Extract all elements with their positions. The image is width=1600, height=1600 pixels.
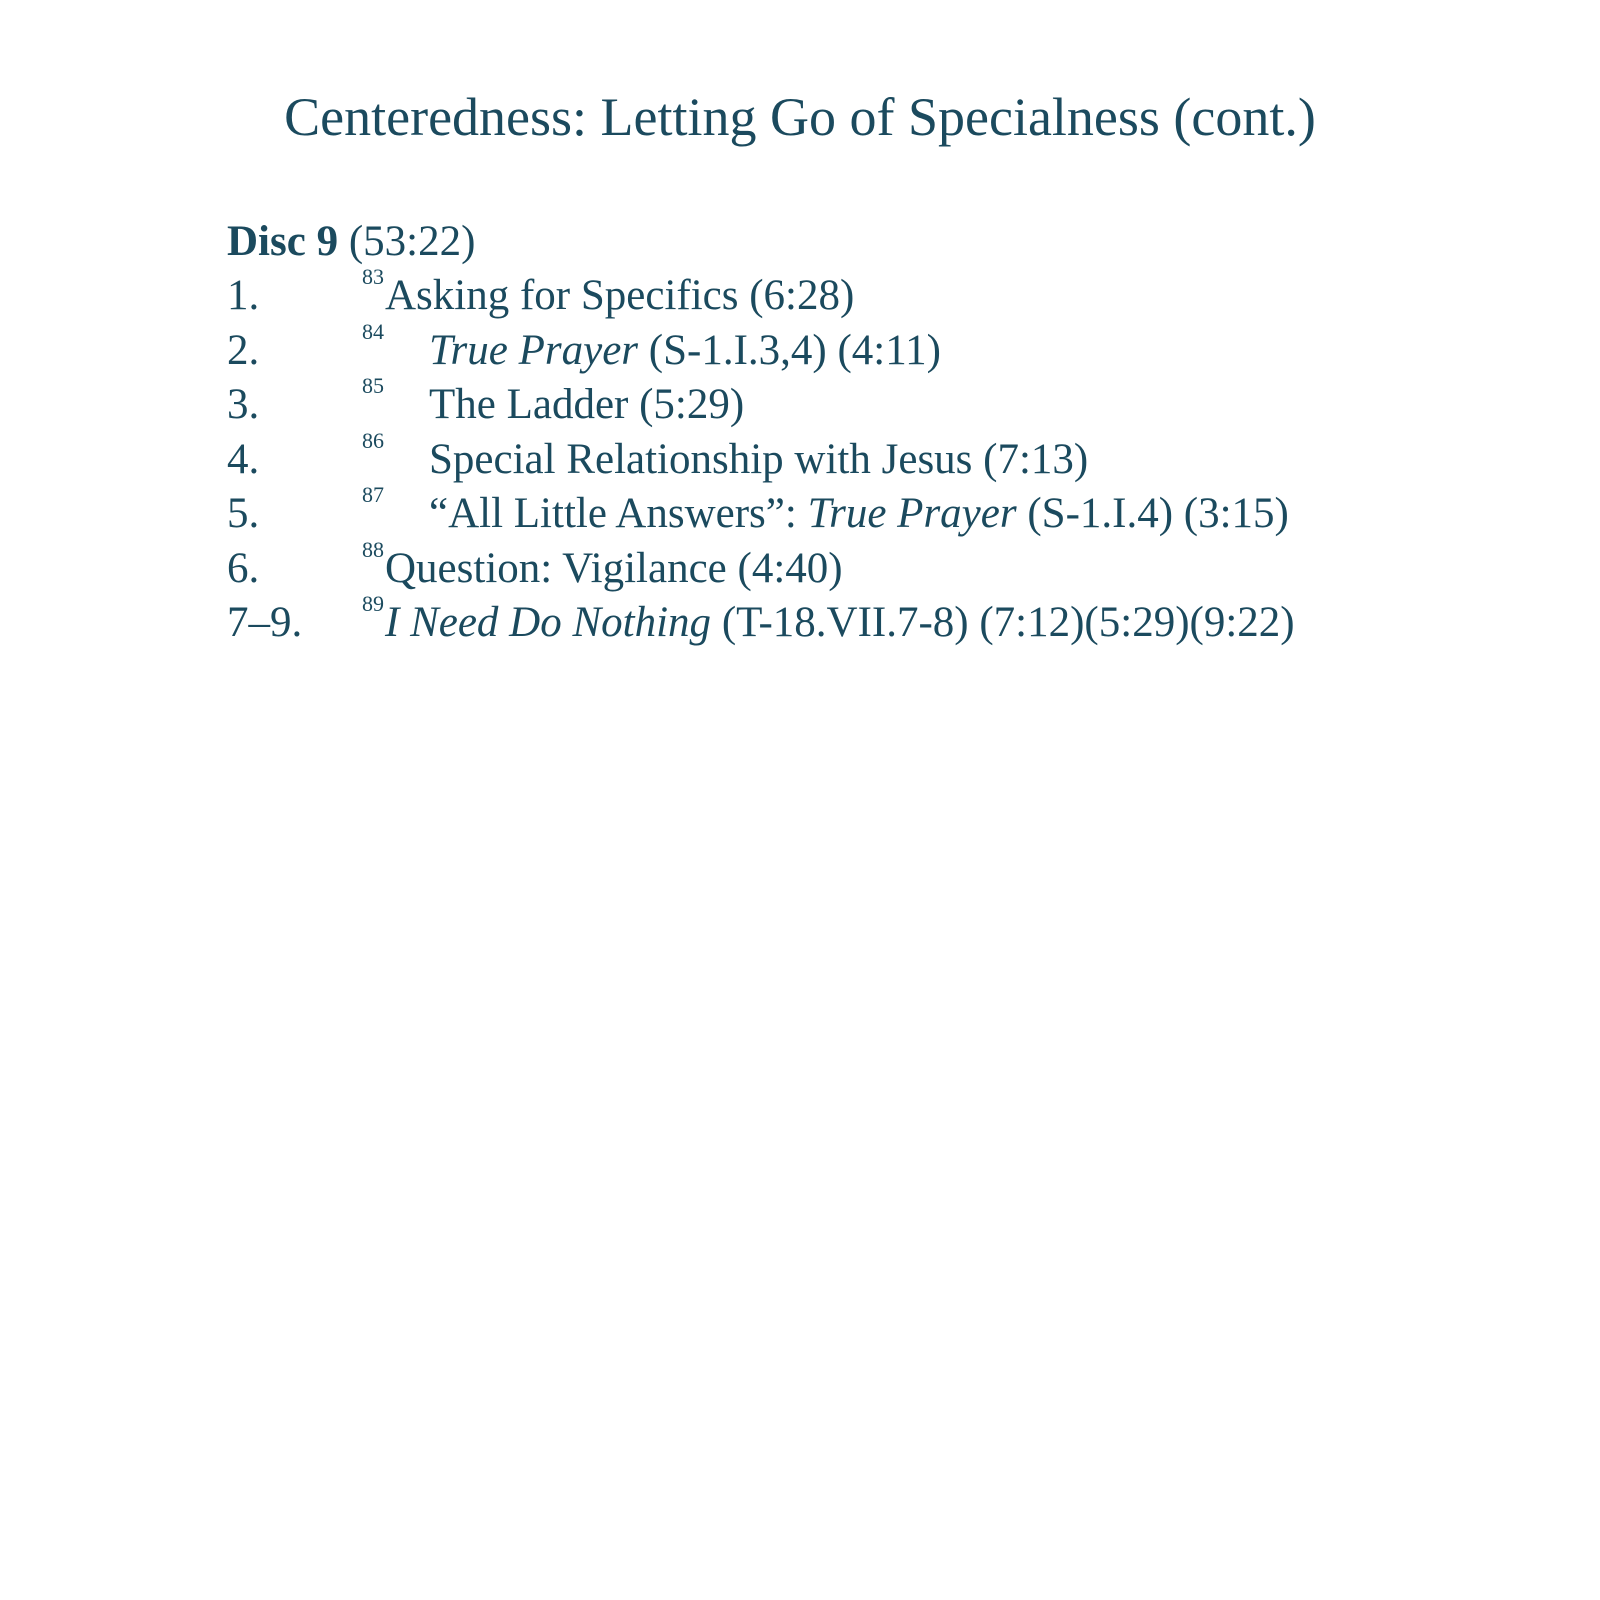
track-superscript: 87 <box>362 482 384 507</box>
track-title-segment: Asking for Specifics (6:28) <box>385 272 855 319</box>
track-title <box>385 542 843 596</box>
disc-label: Disc 9 <box>227 218 339 265</box>
track-number: 4. <box>227 435 260 483</box>
track-title-segment: (S-1.I.3,4) (4:11) <box>638 326 941 374</box>
track-superscript: 88 <box>362 536 384 562</box>
track-title-segment: Question: Vigilance (4:40) <box>385 544 843 592</box>
track-number: 2. <box>227 326 260 374</box>
disc-heading <box>227 215 475 269</box>
track-number: 6. <box>227 544 260 592</box>
track-title <box>429 433 1088 487</box>
track-superscript: 83 <box>362 264 384 289</box>
disc-duration: (53:22) <box>348 218 476 265</box>
track-title-segment: (S-1.I.4) (3:15) <box>1016 490 1289 537</box>
track-title-segment: Special Relationship with Jesus (7:13) <box>429 435 1089 483</box>
track-title <box>429 487 1289 541</box>
track-title-segment: (T-18.VII.7-8) (7:12)(5:29)(9:22) <box>711 599 1295 646</box>
track-number: 1. <box>227 272 260 319</box>
track-title-segment: The Ladder (5:29) <box>429 381 745 428</box>
track-title-italic: I Need Do Nothing <box>385 599 712 646</box>
track-superscript: 86 <box>362 427 384 453</box>
track-number: 3. <box>227 381 260 428</box>
track-title <box>385 269 854 323</box>
track-superscript: 89 <box>362 591 384 616</box>
track-title <box>429 324 941 378</box>
track-number: 7–9. <box>227 599 303 646</box>
track-title-italic: True Prayer <box>807 490 1017 537</box>
page-title: Centeredness: Letting Go of Specialness (cont.) <box>284 87 1316 147</box>
track-superscript: 84 <box>362 318 384 344</box>
track-title-italic: True Prayer <box>429 326 639 374</box>
track-title-segment: “All Little Answers”: <box>429 490 808 537</box>
track-superscript: 85 <box>362 373 384 398</box>
track-number: 5. <box>227 490 260 537</box>
track-title <box>429 378 744 432</box>
track-title <box>385 596 1295 650</box>
